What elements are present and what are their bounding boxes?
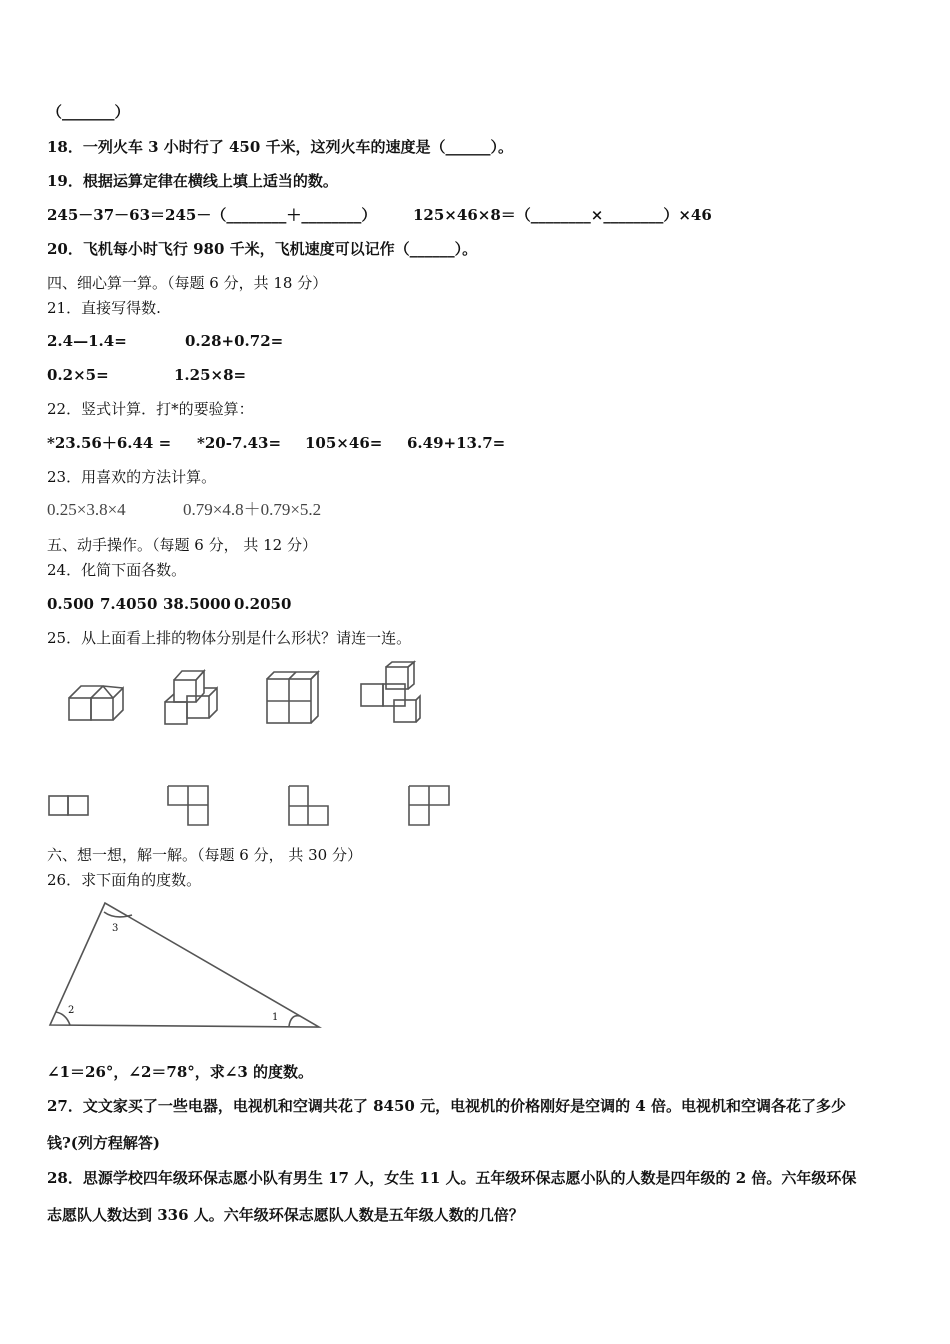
q21-item: 0.28+0.72=: [185, 332, 284, 350]
angle-1-label: 1: [272, 1012, 279, 1023]
q23-expr: 0.79×4.8＋0.79×5.2: [183, 500, 322, 519]
question-23-title: 23．用喜欢的方法计算。: [47, 468, 217, 486]
question-24-title: 24．化简下面各数。: [47, 561, 187, 579]
cube-stack-2-figure: [162, 668, 226, 728]
cube-stack-4-figure: [358, 660, 424, 726]
question-19-title: 19．根据运算定律在横线上填上适当的数。: [47, 172, 338, 190]
question-19-expr-a: 245－37－63＝245－（________＋________）: [47, 206, 377, 224]
q22-item: 105×46=: [305, 434, 383, 452]
angle-3-label: 3: [112, 923, 119, 934]
question-21-title: 21．直接写得数.: [47, 299, 161, 317]
question-20: 20．飞机每小时飞行 980 千米，飞机速度可以记作（______）。: [47, 240, 478, 258]
top-view-4-figure: [406, 783, 452, 827]
question-19-expr-b: 125×46×8＝（________×________）×46: [413, 206, 712, 224]
section-6-heading: 六、想一想，解一解。（每题 6 分， 共 30 分）: [47, 846, 362, 864]
section-5-heading: 五、动手操作。（每题 6 分， 共 12 分）: [47, 536, 317, 554]
q21-item: 1.25×8=: [174, 366, 247, 384]
cube-stack-1-figure: [66, 678, 126, 726]
question-22-title: 22．竖式计算．打*的要验算：: [47, 400, 254, 418]
q24-number: 0.500: [47, 595, 94, 613]
q22-item: *20-7.43=: [197, 434, 282, 452]
q24-number: 38.5000: [163, 595, 231, 613]
cube-stack-3-figure: [264, 670, 322, 726]
top-view-3-figure: [286, 783, 332, 827]
question-25-title: 25．从上面看上排的物体分别是什么形状？请连一连。: [47, 629, 412, 647]
question-26-text: ∠1＝26°，∠2＝78°，求∠3 的度数。: [47, 1063, 313, 1081]
question-27-line-2: 钱?(列方程解答): [47, 1134, 160, 1152]
question-28-line-2: 志愿队人数达到 336 人。六年级环保志愿队人数是五年级人数的几倍？: [47, 1206, 524, 1224]
top-view-2-figure: [165, 783, 211, 827]
q22-item: 6.49+13.7=: [407, 434, 506, 452]
q23-expr: 0.25×3.8×4: [47, 500, 126, 519]
top-view-1-figure: [48, 795, 90, 817]
q24-number: 0.2050: [234, 595, 292, 613]
q17-answer-blank: （_______）: [47, 103, 130, 121]
question-18: 18．一列火车 3 小时行了 450 千米，这列火车的速度是（______）。: [47, 138, 514, 156]
question-26-title: 26．求下面角的度数。: [47, 871, 202, 889]
q21-item: 2.4—1.4=: [47, 332, 127, 350]
angle-2-label: 2: [68, 1005, 75, 1016]
section-4-heading: 四、细心算一算。（每题 6 分，共 18 分）: [47, 274, 328, 292]
question-28-line-1: 28．思源学校四年级环保志愿小队有男生 17 人，女生 11 人。五年级环保志愿小队的人数是四年级的 2 倍。六年级环保: [47, 1169, 857, 1187]
q22-item: *23.56＋6.44 =: [47, 434, 172, 452]
question-27-line-1: 27．文文家买了一些电器，电视机和空调共花了 8450 元，电视机的价格刚好是空调的 4 倍。电视机和空调各花了多少: [47, 1097, 846, 1115]
q21-item: 0.2×5=: [47, 366, 109, 384]
q24-number: 7.4050: [100, 595, 158, 613]
triangle-figure: [45, 900, 325, 1032]
